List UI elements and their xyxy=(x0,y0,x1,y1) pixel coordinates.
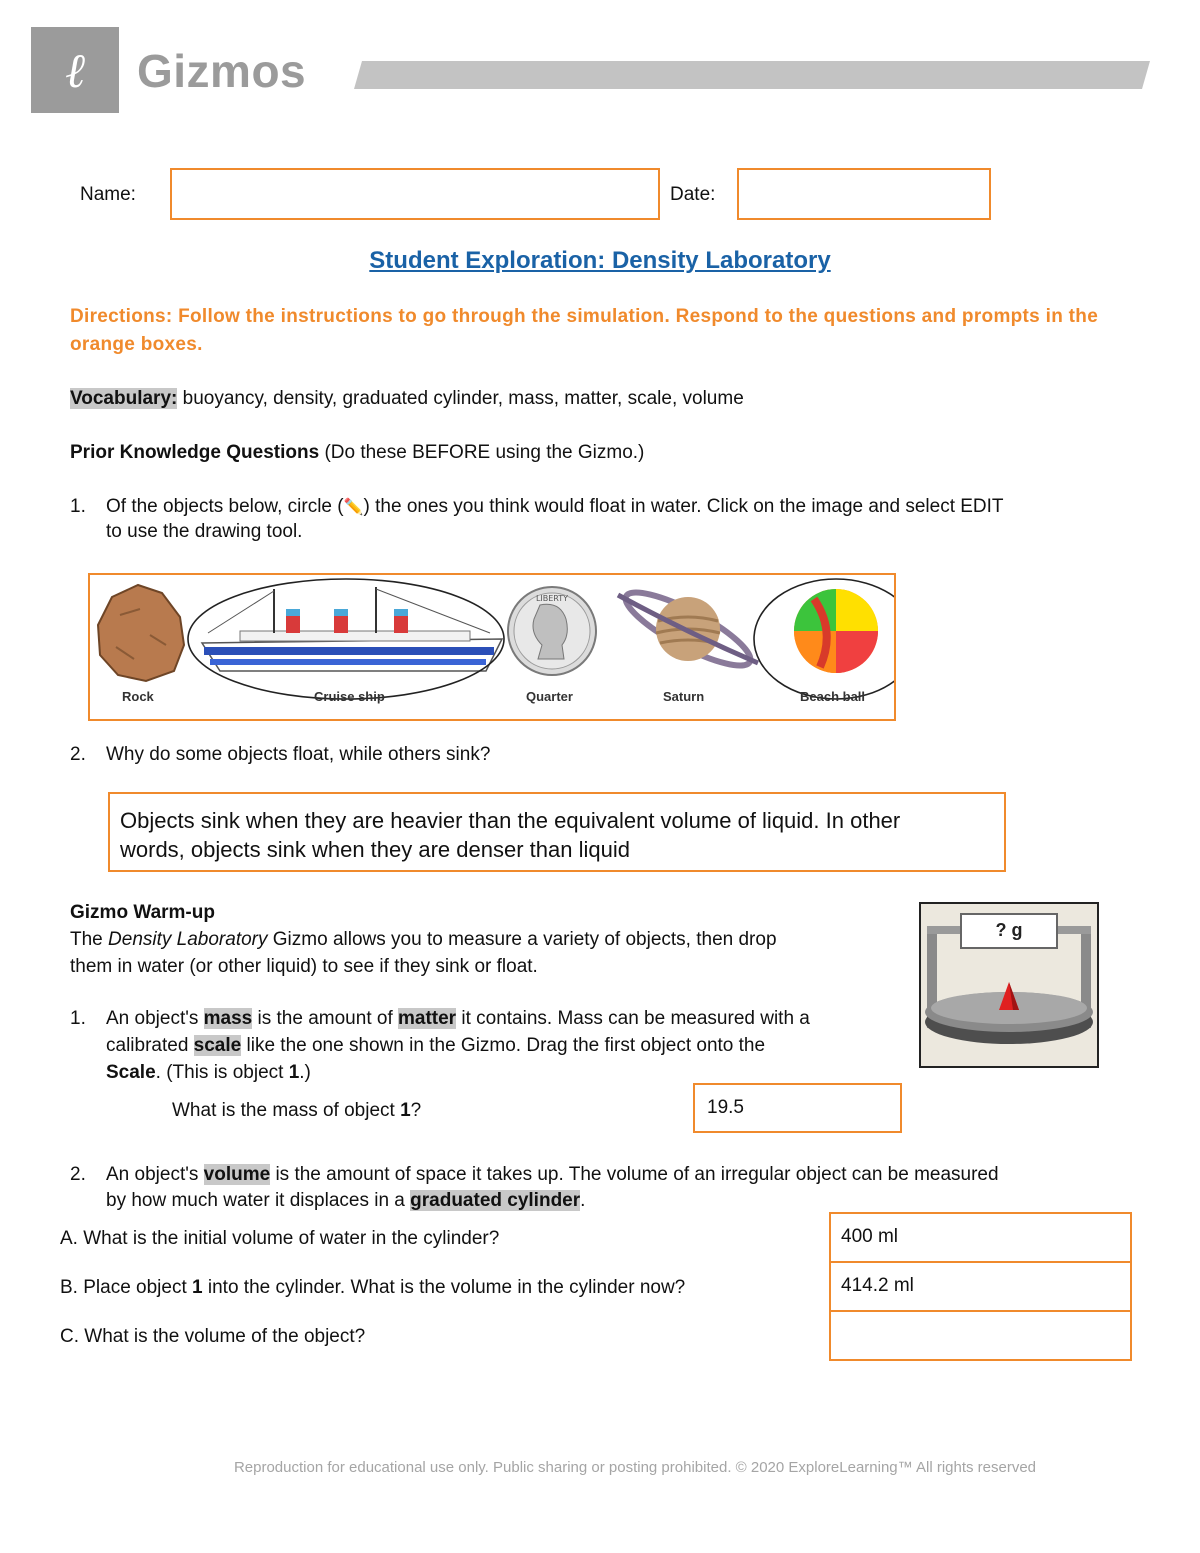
wu-q2-line1 xyxy=(106,1161,999,1188)
pk-q1-text-a: Of the objects below, circle ( xyxy=(106,496,344,517)
wu-q1-p2: is the amount of xyxy=(252,1008,398,1029)
wu-q2-line2 xyxy=(106,1187,585,1214)
term-mass: mass xyxy=(203,1008,253,1029)
wu-q1-object-num: 1 xyxy=(288,1062,300,1083)
pencil-icon: ✏️ xyxy=(343,499,364,516)
rock-icon xyxy=(98,585,184,681)
term-volume: volume xyxy=(203,1164,271,1185)
wu-q1-number: 1. xyxy=(70,1008,86,1029)
wu-q1-p6: . (This is object xyxy=(155,1062,289,1083)
object-label-beach-ball: Beach ball xyxy=(800,689,866,704)
svg-text:ℓ: ℓ xyxy=(65,43,85,99)
pk-q2-number: 2. xyxy=(70,744,86,765)
object-label-cruise-ship: Cruise ship xyxy=(314,689,385,704)
logo xyxy=(31,27,119,113)
wu-q2-p4: . xyxy=(580,1190,586,1211)
new-volume-answer-box[interactable]: 414.2 ml xyxy=(829,1261,1132,1312)
date-field[interactable] xyxy=(737,168,991,220)
quarter-icon xyxy=(508,587,596,675)
object-label-quarter: Quarter xyxy=(526,689,573,704)
wu-q1-p5: like the one shown in the Gizmo. Drag the first object onto the xyxy=(241,1035,766,1056)
beach-ball-icon xyxy=(794,589,878,673)
wu-q2-number: 2. xyxy=(70,1164,86,1185)
wu-q2-b-label xyxy=(60,1274,685,1301)
wu-q1-p3: it contains. Mass can be measured with a xyxy=(456,1008,810,1029)
prior-knowledge-note: (Do these BEFORE using the Gizmo.) xyxy=(324,442,645,463)
directions: Directions: Follow the instructions to go through the simulation. Respond to the questions and prompts in the orange boxes. xyxy=(70,306,1099,355)
term-graduated-cylinder: graduated cylinder xyxy=(410,1190,581,1211)
objects-illustration xyxy=(90,575,894,719)
prior-knowledge-heading: Prior Knowledge Questions xyxy=(70,442,320,463)
wu-q1-p1: An object's xyxy=(106,1008,204,1029)
wu-q2-a-label: A. What is the initial volume of water in the cylinder? xyxy=(60,1228,500,1249)
vocabulary-label: Vocabulary: xyxy=(70,388,178,409)
logo-glyph-icon xyxy=(31,27,119,113)
term-matter: matter xyxy=(398,1008,457,1029)
warmup-heading: Gizmo Warm-up xyxy=(70,902,215,923)
name-label: Name: xyxy=(80,184,136,205)
wu-q1-subquestion xyxy=(172,1097,421,1124)
prior-knowledge-heading-line xyxy=(70,439,644,466)
object-label-saturn: Saturn xyxy=(663,689,705,704)
initial-volume-answer-box[interactable]: 400 ml xyxy=(829,1212,1132,1263)
wu-q2-b-a: B. Place object xyxy=(60,1277,193,1298)
date-label: Date: xyxy=(670,184,716,205)
wu-q1-line1 xyxy=(106,1005,810,1032)
brand-name: Gizmos xyxy=(137,45,307,97)
wu-q1-sub-b: ? xyxy=(410,1100,422,1121)
object-label-rock: Rock xyxy=(122,689,154,704)
warmup-intro-line2: them in water (or other liquid) to see if they sink or float. xyxy=(70,956,538,977)
pk-q2-answer-line1: Objects sink when they are heavier than the equivalent volume of liquid. In other xyxy=(120,808,901,833)
saturn-icon xyxy=(618,580,759,678)
vocabulary-terms: buoyancy, density, graduated cylinder, mass, matter, scale, volume xyxy=(182,388,744,409)
wu-q1-line2 xyxy=(106,1032,765,1059)
wu-q2-p2: is the amount of space it takes up. The volume of an irregular object can be measured xyxy=(270,1164,999,1185)
warmup-intro-b: Gizmo allows you to measure a variety of objects, then drop xyxy=(267,929,777,950)
wu-q2-b-num: 1 xyxy=(192,1277,203,1298)
pk-q2-answer-line2: words, objects sink when they are denser than liquid xyxy=(120,837,630,862)
pk-q1-text-b: ) the ones you think would float in water. Click on the image and select EDIT xyxy=(363,496,1004,517)
pk-q1-line1 xyxy=(106,493,1004,521)
wu-q1-sub-num: 1 xyxy=(400,1100,411,1121)
wu-q1-p7: .) xyxy=(299,1062,311,1083)
scale-display: ? g xyxy=(995,920,1023,940)
pk-q1-line2: to use the drawing tool. xyxy=(106,521,303,542)
wu-q1-line3 xyxy=(106,1059,311,1086)
cruise-ship-icon xyxy=(202,587,502,671)
pk-q2-text: Why do some objects float, while others sink? xyxy=(106,744,491,765)
wu-q2-b-b: into the cylinder. What is the volume in the cylinder now? xyxy=(202,1277,686,1298)
header-bar xyxy=(354,61,1150,89)
objects-drawing-area[interactable] xyxy=(88,573,896,721)
page-title: Student Exploration: Density Laboratory xyxy=(369,247,831,274)
pk-q1-number: 1. xyxy=(70,496,86,517)
mass-answer-box[interactable]: 19.5 xyxy=(693,1083,902,1133)
warmup-intro-line1 xyxy=(70,926,777,953)
wu-q2-c-label: C. What is the volume of the object? xyxy=(60,1326,366,1347)
term-scale: scale xyxy=(193,1035,242,1056)
wu-q1-p4: calibrated xyxy=(106,1035,194,1056)
wu-q1-scale-bold: Scale xyxy=(106,1062,156,1083)
wu-q1-sub-a: What is the mass of object xyxy=(172,1100,401,1121)
warmup-intro-a: The xyxy=(70,929,109,950)
vocabulary-line xyxy=(70,385,744,412)
footer-copyright: Reproduction for educational use only. Public sharing or posting prohibited. © 2020 ExploreLearning™ All rights reserved xyxy=(233,1459,1037,1476)
wu-q2-p1: An object's xyxy=(106,1164,204,1185)
wu-q2-p3: by how much water it displaces in a xyxy=(106,1190,411,1211)
object-volume-answer-box[interactable] xyxy=(829,1310,1132,1361)
name-field[interactable] xyxy=(170,168,660,220)
pk-q2-answer-box[interactable] xyxy=(108,792,1006,872)
svg-text:LIBERTY: LIBERTY xyxy=(535,594,569,603)
warmup-intro-italic: Density Laboratory xyxy=(108,929,268,950)
